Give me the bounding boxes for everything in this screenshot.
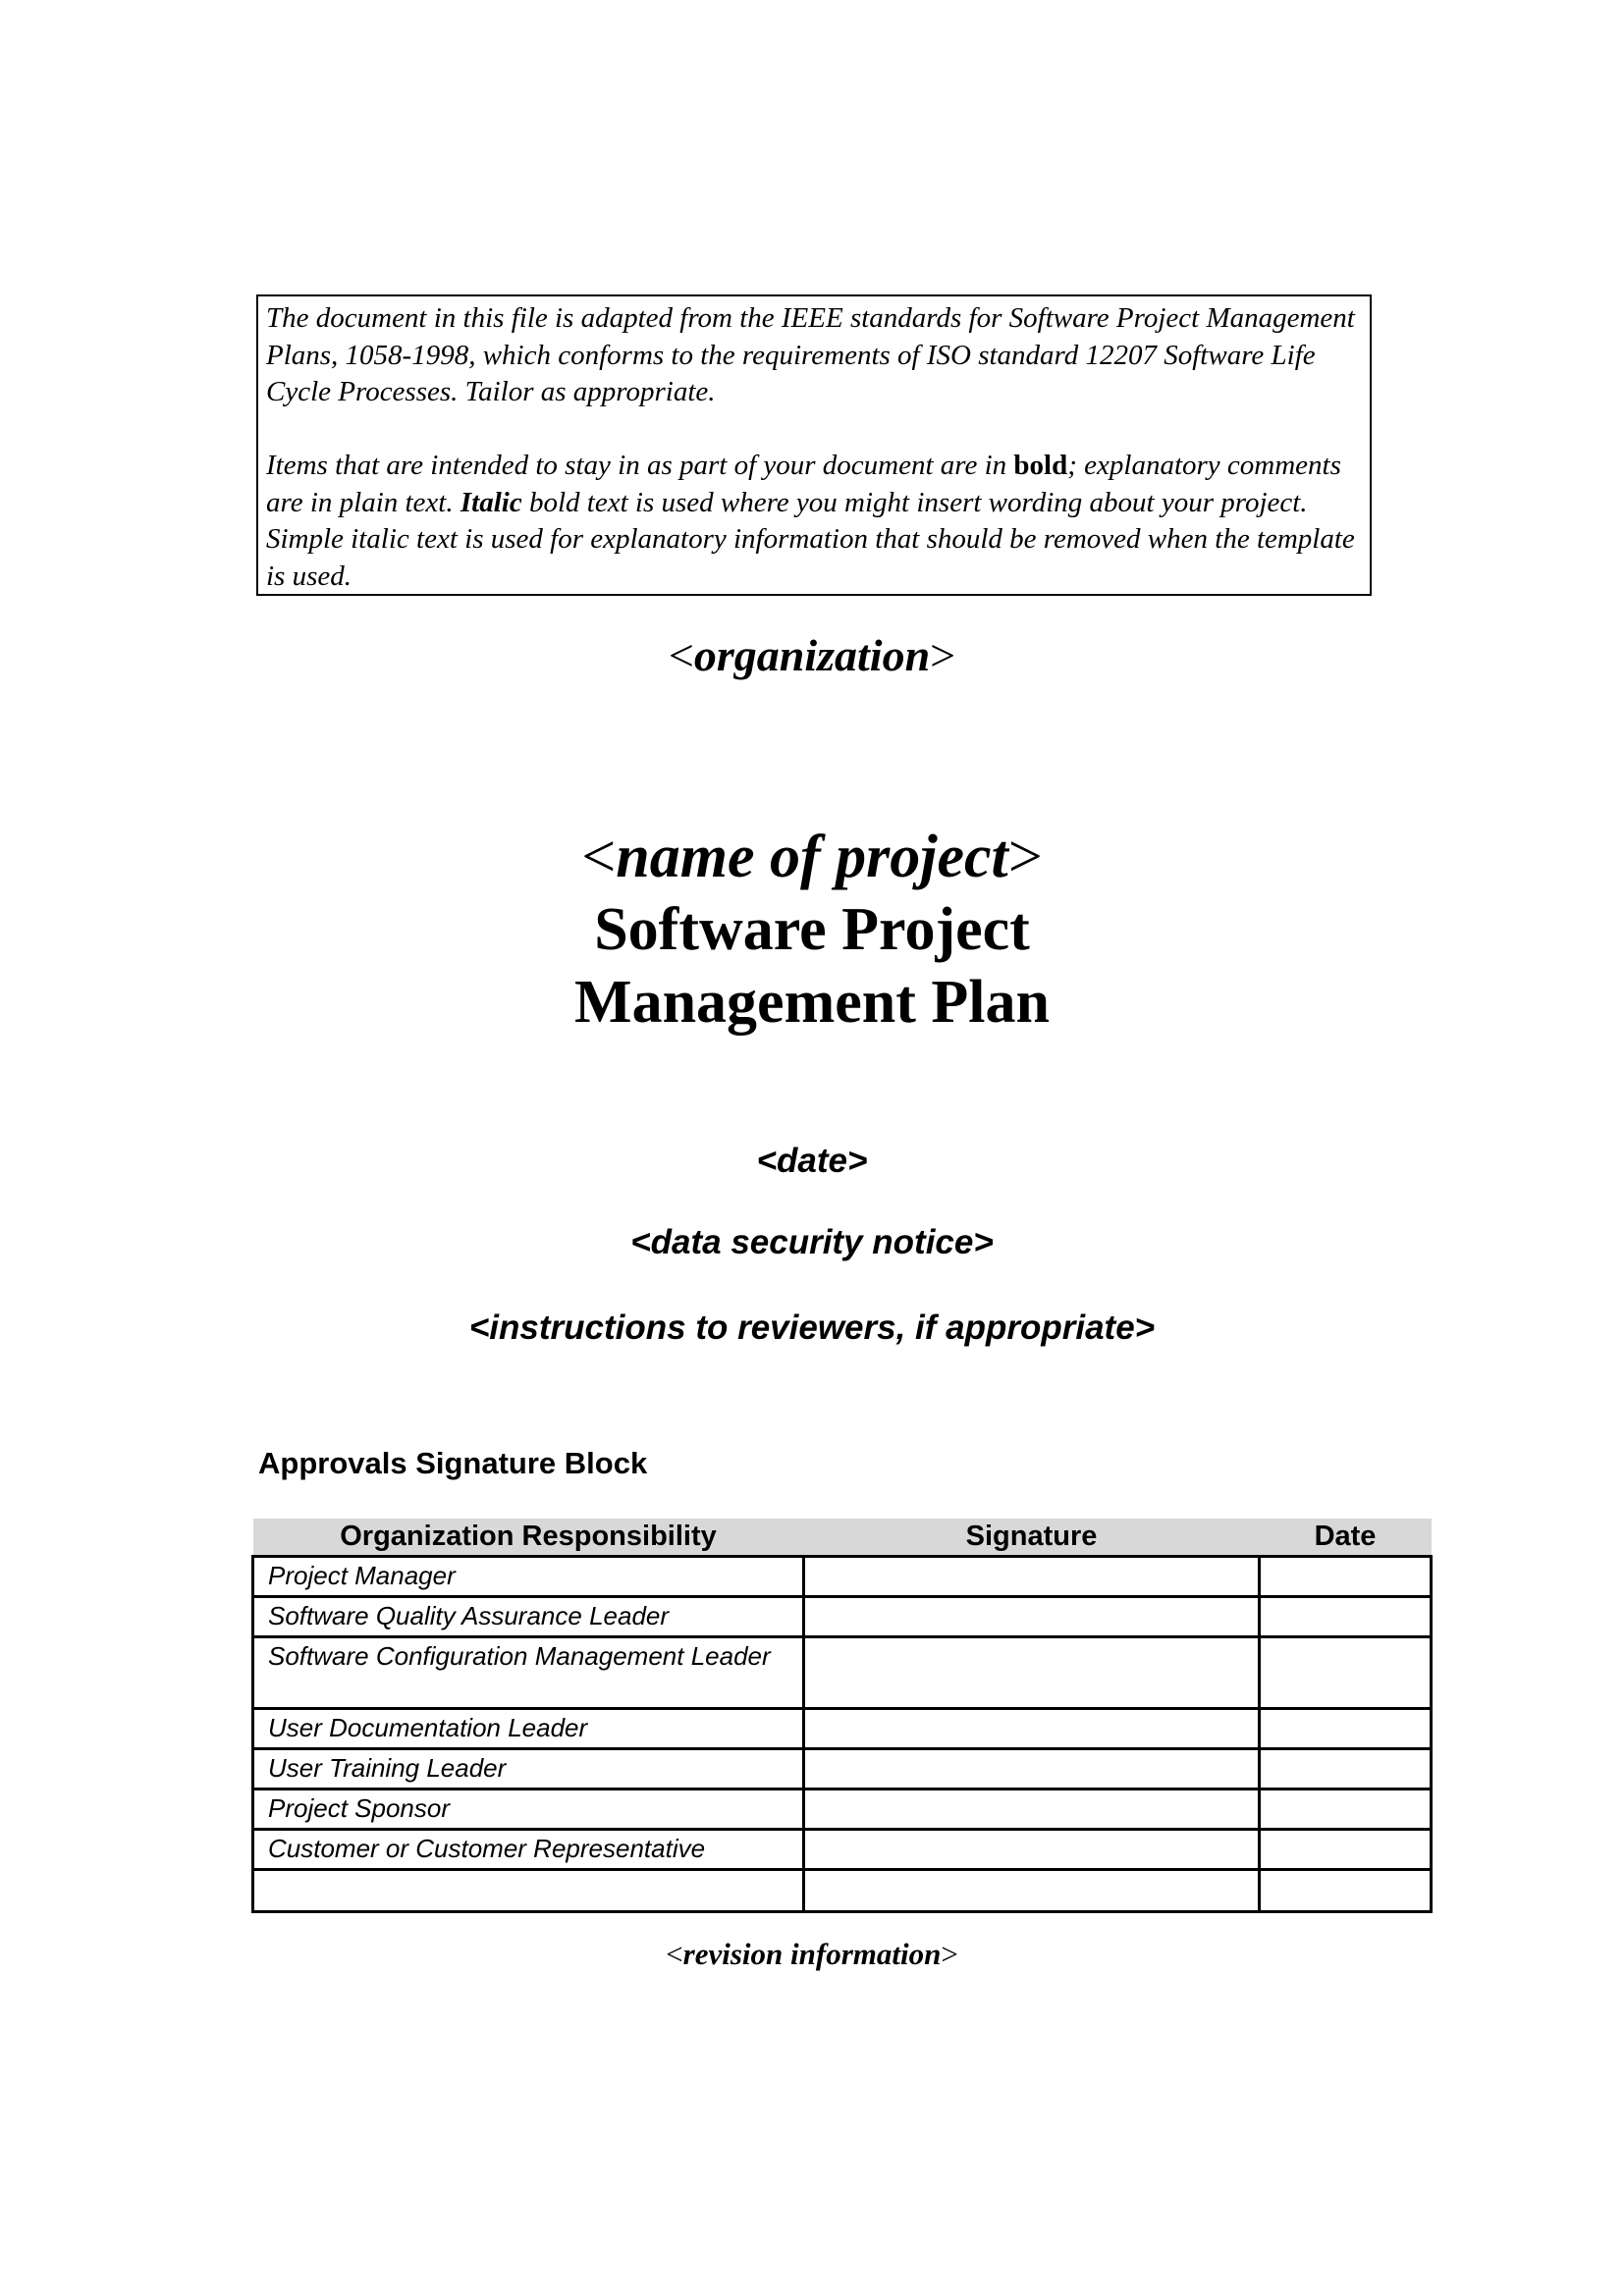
date-cell[interactable] [1260,1749,1432,1789]
project-name-text: name of project [616,824,1008,890]
date-cell[interactable] [1260,1557,1432,1597]
notice-text: ; explanatory comments are in plain text. [266,450,1341,518]
column-header-date: Date [1260,1519,1432,1557]
notice-paragraph-source: The document in this file is adapted from the IEEE standards for Software Project Management Plans, 1058-1998, which conforms to the requirements of ISO standard 12207 Software Life Cycle Processes. Tailor as appropriate. [266,302,1355,407]
notice-text: Items that are intended to stay in as part of your document are in [266,450,1014,481]
date-cell[interactable] [1260,1637,1432,1709]
notice-italic-bold-word: Italic [460,486,522,518]
responsibility-cell: Customer or Customer Representative [253,1830,804,1870]
table-row [253,1709,1432,1749]
notice-bold-word: bold [1013,450,1068,481]
table-header-row [253,1519,1432,1557]
table-row [253,1597,1432,1637]
date-cell[interactable] [1260,1830,1432,1870]
signature-cell[interactable] [804,1870,1260,1912]
date-cell[interactable] [1260,1597,1432,1637]
signature-cell[interactable] [804,1597,1260,1637]
date-placeholder: <date> [756,1142,868,1180]
approvals-heading: Approvals Signature Block [258,1446,648,1480]
table-row [253,1870,1432,1912]
signature-cell[interactable] [804,1637,1260,1709]
responsibility-cell: Software Configuration Management Leader [253,1637,804,1709]
date-cell[interactable] [1260,1870,1432,1912]
column-header-responsibility: Organization Responsibility [253,1519,804,1557]
project-name-line: <name of project> [581,824,1043,890]
responsibility-cell: User Documentation Leader [253,1709,804,1749]
responsibility-cell: Software Quality Assurance Leader [253,1597,804,1637]
revision-info-placeholder: <revision information> [666,1937,958,1971]
notice-paragraph-formatting [266,448,1362,595]
signature-cell[interactable] [804,1557,1260,1597]
approvals-signature-table [251,1519,1433,1913]
title-line-1: Software Project [594,896,1030,963]
table-row [253,1637,1432,1709]
table-row [253,1557,1432,1597]
template-notice-box [256,294,1372,596]
signature-cell[interactable] [804,1709,1260,1749]
organization-text: organization [693,630,931,680]
document-title [0,821,1624,1039]
responsibility-cell: Project Sponsor [253,1789,804,1830]
signature-cell[interactable] [804,1830,1260,1870]
reviewer-instructions-placeholder: <instructions to reviewers, if appropriate> [468,1308,1156,1347]
signature-cell[interactable] [804,1789,1260,1830]
revision-info-text: revision information [682,1937,942,1971]
notice-text: bold text is used where you might insert wording about your project. Simple italic text is used for explanatory information that should be removed when the template is used. [266,486,1355,592]
signature-cell[interactable] [804,1749,1260,1789]
responsibility-cell: Project Manager [253,1557,804,1597]
organization-placeholder: <organization> [668,630,956,680]
table-row [253,1789,1432,1830]
security-notice-placeholder: <data security notice> [630,1223,994,1261]
responsibility-cell: User Training Leader [253,1749,804,1789]
date-cell[interactable] [1260,1709,1432,1749]
date-cell[interactable] [1260,1789,1432,1830]
table-row [253,1830,1432,1870]
responsibility-cell[interactable] [253,1870,804,1912]
title-line-2: Management Plan [574,969,1050,1036]
table-row [253,1749,1432,1789]
column-header-signature: Signature [804,1519,1260,1557]
